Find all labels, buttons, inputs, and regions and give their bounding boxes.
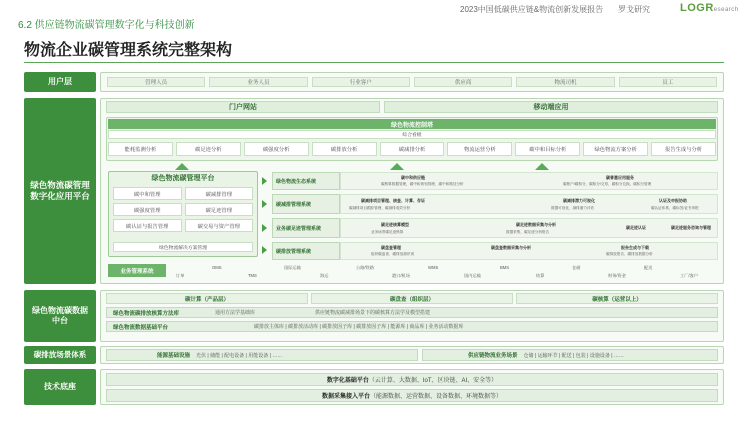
arrow-right-2 <box>262 200 267 208</box>
emission-text-4: 报告生成与下载 <box>621 245 649 250</box>
analysis-item: 碳排放分析 <box>312 142 377 156</box>
biz-system-item: 国内运输 <box>464 273 481 278</box>
eco-text-4: 碳账户/碳积分，碳积分/交易，碳积分兑换，碳积分管理 <box>563 182 652 186</box>
solution-management: 绿色物流解决方案管理 <box>113 242 253 252</box>
base-db-items: 碳排放主体库 | 碳排放活动库 | 碳排放因子库 | 碳排放因子库 | 能源库 | 商品库 | 业务活动数据库 <box>254 324 464 330</box>
page-title: 物流企业碳管理系统完整架构 <box>24 42 233 59</box>
data-top-item: 碳核算（运营以上） <box>516 293 718 304</box>
emission-text-3: 碳盘查数据采集与分析 <box>491 245 531 250</box>
biz-system-item: 海运 <box>320 273 329 278</box>
factor-db-item-1: 通用方法学基础库 <box>215 310 256 316</box>
footprint-text-3: 碳足迹数据采集与分析 <box>516 222 556 227</box>
platform-item: 碳中和管理 <box>113 187 182 200</box>
layer-label-scenario: 碳排放场景体系 <box>24 346 96 364</box>
user-type-item: 管理人员 <box>107 77 205 87</box>
platform-item: 碳认证与报告管理 <box>113 219 182 232</box>
data-top-row <box>106 293 718 304</box>
footprint-text-2: 业务场景碳足迹核算 <box>371 230 404 234</box>
data-collection-items: （能源数据、运营数据、设备数据、环境数据等） <box>370 394 503 400</box>
energy-infra-row <box>106 349 418 361</box>
data-top-item: 碳盘查（组织层） <box>311 293 513 304</box>
supply-chain-items: 仓储 | 运输环节 | 配送 | 包装 | 设施设备 | …… <box>523 352 624 359</box>
eco-text-3: 碳普惠应用服务 <box>606 175 634 180</box>
factor-db-title: 绿色物流碳排放核算方法库 <box>113 310 180 317</box>
arrow-up-1 <box>175 163 189 170</box>
footprint-text-1: 碳足迹核算模型 <box>381 222 409 227</box>
system-reduction-label: 碳减排管理系统 <box>272 194 340 214</box>
eco-text-2: 碳核算数据管理，碳中和规划管理、碳中和路径分析 <box>381 182 464 186</box>
platform-grid <box>113 187 253 232</box>
data-collection-title: 数据采集接入平台 <box>321 394 370 400</box>
layer-label-tech: 技术底座 <box>24 369 96 405</box>
digital-platform-title: 数字化基础平台 <box>326 378 369 384</box>
reduction-text-3: 碳减排潜力可视化 <box>563 198 595 203</box>
footprint-text-6: 碳足迹服务咨询与管理 <box>671 225 711 230</box>
analysis-item: 碳强度分析 <box>244 142 309 156</box>
energy-infra-title: 能源基础设施 <box>157 353 191 359</box>
carbon-platform-title: 绿色物流碳管理平台 <box>151 175 215 182</box>
footprint-text-4: 数据采集、碳足迹分析报告 <box>506 230 550 234</box>
users-band <box>100 72 724 92</box>
biz-system-item: OMS <box>212 265 222 270</box>
logo-sub: esearch <box>713 7 739 13</box>
system-eco-label: 绿色物流生态系统 <box>272 172 340 190</box>
biz-system-item: 财务/资金 <box>608 273 626 278</box>
base-db-title: 绿色物流数据基础平台 <box>113 324 169 331</box>
biz-system-item: 公路/铁路 <box>356 265 374 270</box>
system-reduction-body <box>340 194 718 214</box>
title-divider <box>24 62 724 63</box>
layer-label-app: 绿色物流碳管理数字化应用平台 <box>24 98 96 284</box>
brand-name: 罗戈研究 <box>618 5 650 14</box>
system-footprint-label: 业务碳足迹管理系统 <box>272 218 340 238</box>
footprint-text-5: 碳足迹认证 <box>626 225 646 230</box>
platform-item: 碳交易与资产管理 <box>185 219 254 232</box>
analysis-item: 碳减排分析 <box>380 142 445 156</box>
platform-item: 碳减排管理 <box>185 187 254 200</box>
biz-system-item: 订单 <box>176 273 185 278</box>
analysis-row <box>108 142 716 156</box>
arrow-right-1 <box>262 177 267 185</box>
biz-system-item: 仓储 <box>572 265 581 270</box>
system-eco-body <box>340 172 718 190</box>
reduction-text-2: 碳减排项目跟踪管理、碳减排成效分析 <box>349 206 411 210</box>
emission-text-1: 碳盘查管理 <box>381 245 401 250</box>
biz-system-item: 港口/机场 <box>392 273 410 278</box>
analysis-item: 能耗监测分析 <box>108 142 173 156</box>
platform-item: 碳足迹管理 <box>185 203 254 216</box>
logo-text: LOGR <box>680 2 714 14</box>
supply-chain-title: 供应链物流业务场景 <box>468 353 518 359</box>
reduction-text-1: 碳减排项目管理、核查、计算、存证 <box>361 198 425 203</box>
biz-systems-row <box>170 265 718 281</box>
reduction-text-6: 碳认证体系，碳标签/证书申报 <box>651 206 699 210</box>
analysis-item: 碳足迹分析 <box>176 142 241 156</box>
user-type-item: 业务人员 <box>209 77 307 87</box>
user-type-item: 供应商 <box>414 77 512 87</box>
analysis-item: 绿色物流方案分析 <box>583 142 648 156</box>
system-footprint-body <box>340 218 718 238</box>
eco-text-1: 碳中和供应链 <box>401 175 425 180</box>
biz-system-item: 配送 <box>644 265 653 270</box>
reduction-text-4: 数据可视化、减排潜力评估 <box>551 206 595 210</box>
emission-text-5: 碳排放报告、碳排放数据分析 <box>606 252 653 256</box>
arrow-up-2 <box>390 163 404 170</box>
overview-board: 综合看板 <box>108 130 716 139</box>
mobile-app: 移动端应用 <box>384 101 718 113</box>
biz-system-item: 国际运输 <box>284 265 301 270</box>
arrow-up-3 <box>535 163 549 170</box>
factor-db-item-2: 供应链物流碳减排场景下的碳核算方法学及模型搭建 <box>315 310 431 316</box>
arrow-right-4 <box>262 246 267 254</box>
logr-logo <box>680 2 739 14</box>
data-top-item: 碳计算（产品层） <box>106 293 308 304</box>
users-row <box>101 73 723 91</box>
system-emission-body <box>340 242 718 260</box>
system-emission-label: 碳排放管理系统 <box>272 242 340 260</box>
analysis-item: 报告生成与分析 <box>651 142 716 156</box>
emission-text-2: 组织碳盘查、碳排放源识别 <box>371 252 415 256</box>
supply-chain-row <box>422 349 718 361</box>
report-title: 2023中国低碳供应链&物流创新发展报告 <box>460 5 604 14</box>
analysis-item: 碳中和目标分析 <box>515 142 580 156</box>
digital-platform-row <box>106 373 718 386</box>
digital-platform-items: （云计算、大数据、IoT、区块链、AI、安全等） <box>368 378 498 384</box>
portal-website: 门户网站 <box>106 101 380 113</box>
arrow-right-3 <box>262 224 267 232</box>
reduction-text-5: 认证及申报协助 <box>659 198 687 203</box>
factor-db-row <box>106 307 718 318</box>
layer-label-users: 用户层 <box>24 72 96 92</box>
base-db-row <box>106 321 718 332</box>
analysis-item: 物流运营分析 <box>447 142 512 156</box>
layer-label-data: 绿色物流碳数据中台 <box>24 290 96 342</box>
data-collection-row <box>106 389 718 402</box>
biz-systems-label: 业务管理系统 <box>108 264 166 277</box>
user-type-item: 行业客户 <box>312 77 410 87</box>
user-type-item: 物流司机 <box>516 77 614 87</box>
user-type-item: 员工 <box>619 77 717 87</box>
biz-system-item: 结算 <box>536 273 545 278</box>
biz-system-item: 工厂/客户 <box>680 273 698 278</box>
biz-system-item: WMS <box>428 265 439 270</box>
platform-item: 碳强度管理 <box>113 203 182 216</box>
biz-system-item: BMS <box>500 265 510 270</box>
control-tower-title: 绿色物流控制塔 <box>108 119 716 129</box>
biz-system-item: TMS <box>248 273 257 278</box>
section-heading: 6.2 供应链物流碳管理数字化与科技创新 <box>18 20 195 31</box>
energy-infra-items: 光伏 | 储能 | 配电设备 | 用能设备 | …… <box>196 352 283 359</box>
